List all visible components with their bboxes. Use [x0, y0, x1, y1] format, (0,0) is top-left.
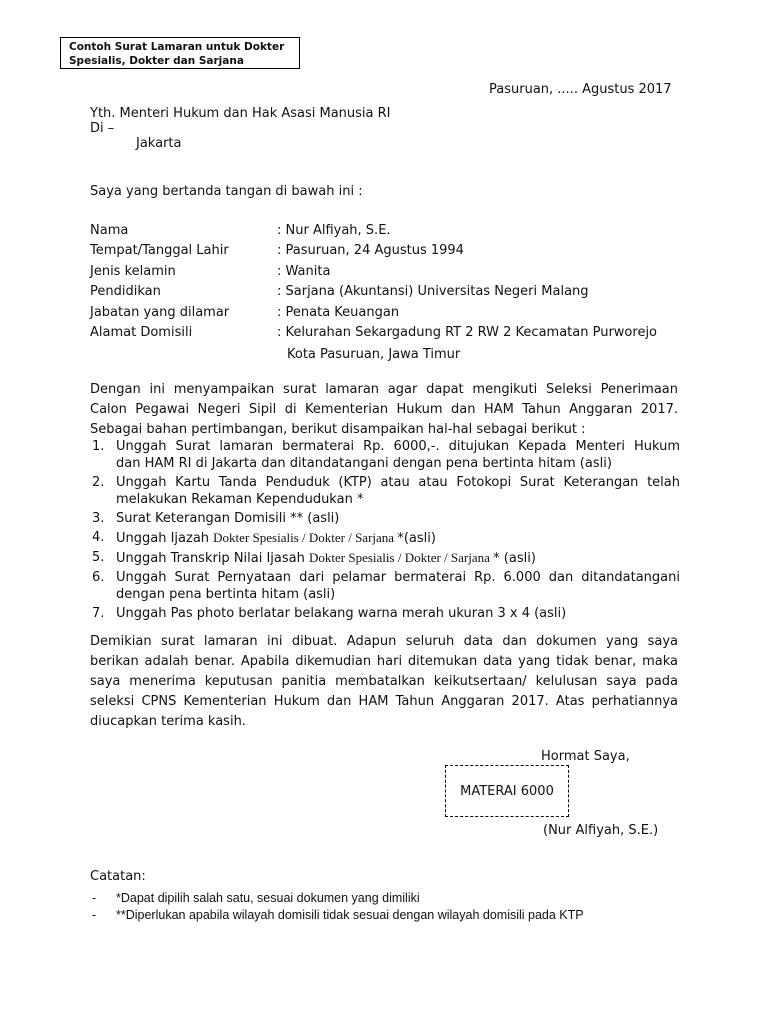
field-value-address-cont: Kota Pasuruan, Jawa Timur	[287, 347, 461, 362]
paragraph-intro	[90, 380, 678, 440]
list-item	[92, 569, 680, 603]
list-item-line: Unggah Surat lamaran bermaterai Rp. 6000,-. ditujukan Kepada Menteri Hukum	[116, 439, 680, 454]
notes-list	[92, 890, 584, 924]
list-item-text-prefix: Unggah Ijazah	[116, 531, 214, 546]
paragraph-closing-line-5: diucapkan terima kasih.	[90, 714, 246, 729]
requirements-list	[92, 438, 680, 624]
list-item-text-degree: Dokter Spesialis / Dokter / Sarjana	[309, 550, 494, 565]
document-label-box	[60, 37, 300, 69]
list-item-number: 2.	[92, 475, 105, 490]
note-text: *Dapat dipilih salah satu, sesuai dokumen yang dimiliki	[116, 891, 420, 905]
paragraph-closing	[90, 632, 678, 732]
recipient-line-3: Jakarta	[136, 136, 182, 151]
list-item-line: Surat Keterangan Domisili ** (asli)	[116, 511, 340, 526]
field-label-gender: Jenis kelamin	[90, 264, 176, 279]
document-label-line-2: Spesialis, Dokter dan Sarjana	[69, 55, 244, 67]
recipient-line-2: Di –	[90, 121, 115, 136]
list-item-number: 5.	[92, 550, 105, 565]
note-dash: -	[92, 908, 97, 922]
list-item-text-suffix: * (asli)	[493, 551, 536, 566]
list-item	[92, 510, 680, 527]
paragraph-closing-line-1: Demikian surat lamaran ini dibuat. Adapun seluruh data dan dokumen yang saya	[90, 634, 678, 649]
list-item-line: Unggah Pas photo berlatar belakang warna merah ukuran 3 x 4 (asli)	[116, 606, 567, 621]
list-item	[92, 474, 680, 508]
paragraph-closing-line-4: seleksi CPNS Kementerian Hukum dan HAM Tahun Anggaran 2017. Atas perhatiannya	[90, 694, 678, 709]
list-item-line: dengan pena bertinta hitam (asli)	[116, 587, 336, 602]
list-item-text-degree: Dokter Spesialis / Dokter / Sarjana	[213, 530, 398, 545]
paragraph-intro-line-3: Sebagai bahan pertimbangan, berikut disampaikan hal-hal sebagai berikut :	[90, 422, 586, 437]
field-value-birth: : Pasuruan, 24 Agustus 1994	[277, 243, 464, 258]
field-value-education: : Sarjana (Akuntansi) Universitas Negeri Malang	[277, 284, 589, 299]
list-item-text-suffix: *(asli)	[397, 531, 436, 546]
intro-text: Saya yang bertanda tangan di bawah ini :	[90, 184, 363, 199]
list-item-line: melakukan Rekaman Kependudukan *	[116, 492, 364, 507]
list-item-line	[116, 529, 680, 547]
field-value-gender: : Wanita	[277, 264, 331, 279]
list-item-number: 7.	[92, 606, 105, 621]
paragraph-closing-line-3: saya menerima keputusan panitia membatalkan keikutsertaan/ kelulusan saya pada	[90, 674, 678, 689]
place-date: Pasuruan, ..... Agustus 2017	[489, 82, 672, 97]
paragraph-closing-line-2: berikan adalah benar. Apabila dikemudian hari ditemukan data yang tidak benar, maka	[90, 654, 678, 669]
document-label-line-1: Contoh Surat Lamaran untuk Dokter	[69, 41, 285, 53]
closing-salutation: Hormat Saya,	[541, 749, 630, 764]
list-item-number: 1.	[92, 439, 105, 454]
list-item	[92, 438, 680, 472]
signature-name: (Nur Alfiyah, S.E.)	[543, 823, 659, 838]
notes-title: Catatan:	[90, 869, 146, 884]
list-item	[92, 549, 680, 567]
list-item-text-prefix: Unggah Transkrip Nilai Ijasah	[116, 551, 310, 566]
note-item	[92, 890, 584, 907]
note-item	[92, 907, 584, 924]
recipient-line-1: Yth. Menteri Hukum dan Hak Asasi Manusia RI	[90, 106, 391, 121]
list-item-line: dan HAM RI di Jakarta dan ditandatangani dengan pena bertinta hitam (asli)	[116, 456, 612, 471]
materai-stamp-box	[445, 765, 569, 817]
list-item-line: Unggah Kartu Tanda Penduduk (KTP) atau atau Fotokopi Surat Keterangan telah	[116, 475, 680, 490]
list-item-number: 4.	[92, 530, 105, 545]
field-value-position: : Penata Keuangan	[277, 305, 400, 320]
list-item-number: 3.	[92, 511, 105, 526]
list-item	[92, 605, 680, 622]
paragraph-intro-line-1: Dengan ini menyampaikan surat lamaran agar dapat mengikuti Seleksi Penerimaan	[90, 382, 678, 397]
list-item-line: Unggah Surat Pernyataan dari pelamar bermaterai Rp. 6.000 dan ditandatangani	[116, 570, 680, 585]
list-item-line	[116, 549, 680, 567]
field-label-name: Nama	[90, 223, 129, 238]
note-dash: -	[92, 891, 97, 905]
field-label-position: Jabatan yang dilamar	[90, 305, 230, 320]
materai-label: MATERAI 6000	[460, 783, 554, 799]
field-label-birth: Tempat/Tanggal Lahir	[90, 243, 229, 258]
field-value-address: : Kelurahan Sekargadung RT 2 RW 2 Kecamatan Purworejo	[277, 325, 658, 340]
field-label-address: Alamat Domisili	[90, 325, 193, 340]
field-value-name: : Nur Alfiyah, S.E.	[277, 223, 391, 238]
field-label-education: Pendidikan	[90, 284, 161, 299]
note-text: **Diperlukan apabila wilayah domisili tidak sesuai dengan wilayah domisili pada KTP	[116, 908, 584, 922]
list-item	[92, 529, 680, 547]
paragraph-intro-line-2: Calon Pegawai Negeri Sipil di Kementerian Hukum dan HAM Tahun Anggaran 2017.	[90, 402, 678, 417]
list-item-number: 6.	[92, 570, 105, 585]
